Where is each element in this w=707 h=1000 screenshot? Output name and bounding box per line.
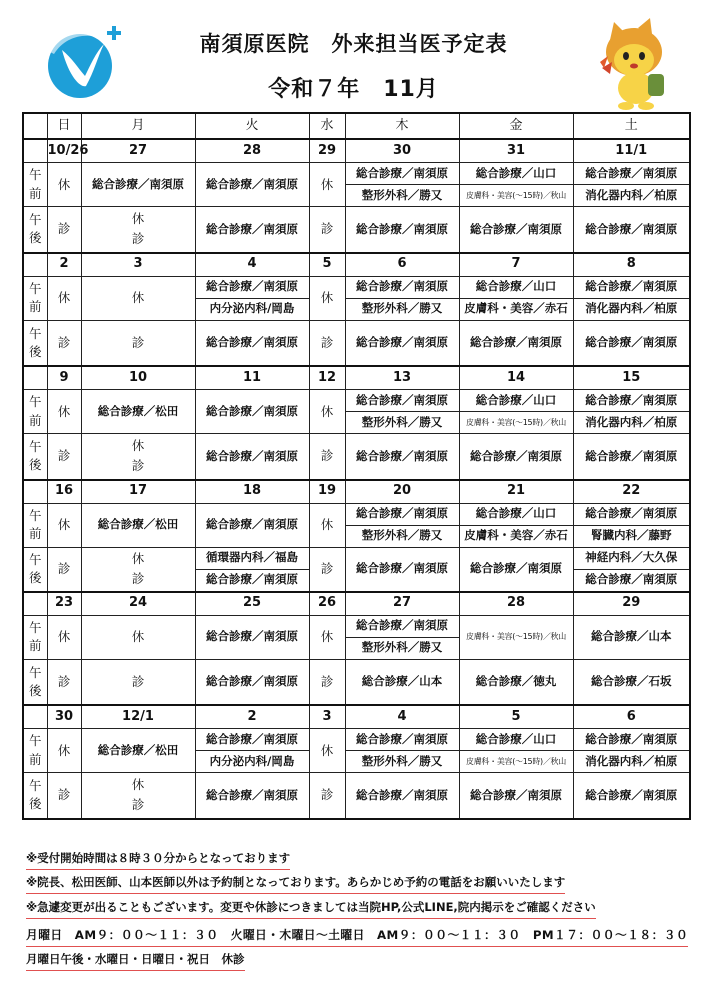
wed-closed: 休 [309,615,345,659]
fri-am-1: 総合診療／山口 [459,503,573,525]
tue-am: 総合診療／南須原 [195,503,309,547]
fri-am: 皮膚科・美容(～15時)／秋山 [459,615,573,659]
tue-pm-2: 総合診療／南須原 [195,569,309,592]
week-4-pm-row-1 [23,547,690,569]
date-cell: 4 [195,253,309,277]
fri-am-2: 皮膚科・美容／赤石 [459,525,573,547]
tue-am: 総合診療／南須原 [195,615,309,659]
date-cell: 17 [81,480,195,504]
sat-am-2: 腎臓内科／藤野 [573,525,690,547]
date-cell: 29 [309,139,345,163]
sun-closed: 休 [47,390,81,434]
week-1-date-row [23,139,690,163]
sat-am-1: 総合診療／南須原 [573,729,690,751]
week-2-pm-row [23,320,690,366]
date-cell: 20 [345,480,459,504]
date-cell: 5 [459,705,573,729]
tue-pm: 総合診療／南須原 [195,207,309,253]
week-4-am-row-1 [23,503,690,525]
sat-am-2: 消化器内科／柏原 [573,185,690,207]
sat-pm-1: 神経内科／大久保 [573,547,690,569]
pm-label: 午 後 [23,659,47,705]
tue-am-1: 総合診療／南須原 [195,276,309,298]
schedule-period: 令和７年 11月 [268,77,439,102]
wed-closed: 休 [309,729,345,773]
date-cell: 2 [47,253,81,277]
schedule-table [22,112,691,820]
thu-am-1: 総合診療／南須原 [345,390,459,412]
sat-am: 総合診療／山本 [573,615,690,659]
tue-am: 総合診療／南須原 [195,163,309,207]
thu-pm: 総合診療／南須原 [345,547,459,592]
tue-pm: 総合診療／南須原 [195,434,309,480]
date-cell: 21 [459,480,573,504]
weekday-header-row [23,113,690,139]
mon-pm-closed: 診 [81,659,195,705]
am-label: 午 前 [23,503,47,547]
corner-cell [23,113,47,139]
mon-pm-closed: 休 診 [81,547,195,592]
date-cell: 18 [195,480,309,504]
week-3-date-row [23,366,690,390]
mon-pm-closed: 診 [81,320,195,366]
mon-am: 総合診療／松田 [81,390,195,434]
tue-pm: 総合診療／南須原 [195,320,309,366]
note-hours: 月曜日 AM９：００～１１：３０ 火曜日・木曜日～土曜日 AM９：００～１１：３０ PM１７：００～１８：３０ [26,926,688,947]
pm-label: 午 後 [23,773,47,819]
tue-am-2: 内分泌内科/岡島 [195,298,309,320]
fri-pm: 総合診療／徳丸 [459,659,573,705]
date-cell: 10/26 [47,139,81,163]
am-label: 午 前 [23,163,47,207]
weekday-mon: 月 [81,113,195,139]
thu-am-2: 整形外科／勝又 [345,637,459,659]
pm-label: 午 後 [23,434,47,480]
mon-am: 総合診療／南須原 [81,163,195,207]
date-cell: 25 [195,592,309,616]
sun-closed: 診 [47,320,81,366]
date-cell: 31 [459,139,573,163]
mon-pm-closed: 休 診 [81,207,195,253]
date-cell: 6 [345,253,459,277]
fri-pm: 総合診療／南須原 [459,547,573,592]
fri-am-2: 皮膚科・美容(～15時)／秋山 [459,412,573,434]
sat-am-1: 総合診療／南須原 [573,390,690,412]
fri-pm: 総合診療／南須原 [459,320,573,366]
week-5-date-row [23,592,690,616]
sat-am-1: 総合診療／南須原 [573,503,690,525]
wed-closed: 診 [309,207,345,253]
wed-closed: 診 [309,773,345,819]
date-cell: 7 [459,253,573,277]
sat-am-2: 消化器内科／柏原 [573,751,690,773]
thu-pm: 総合診療／山本 [345,659,459,705]
thu-pm: 総合診療／南須原 [345,320,459,366]
thu-am-1: 総合診療／南須原 [345,503,459,525]
date-cell: 28 [195,139,309,163]
sun-closed: 休 [47,615,81,659]
date-cell: 3 [81,253,195,277]
am-label: 午 前 [23,729,47,773]
tue-pm-1: 循環器内科／福島 [195,547,309,569]
sat-am-2: 消化器内科／柏原 [573,298,690,320]
thu-am-2: 整形外科／勝又 [345,185,459,207]
mon-am: 総合診療／松田 [81,729,195,773]
pm-label: 午 後 [23,547,47,592]
week-6-pm-row [23,773,690,819]
thu-pm: 総合診療／南須原 [345,434,459,480]
fri-am-2: 皮膚科・美容(～15時)／秋山 [459,751,573,773]
tue-pm: 総合診療／南須原 [195,659,309,705]
date-cell: 14 [459,366,573,390]
wed-closed: 休 [309,503,345,547]
thu-am-1: 総合診療／南須原 [345,163,459,185]
mon-am-closed: 休 [81,615,195,659]
thu-am-2: 整形外科／勝又 [345,525,459,547]
sun-closed: 休 [47,503,81,547]
wed-closed: 休 [309,390,345,434]
date-cell: 8 [573,253,690,277]
sat-am-1: 総合診療／南須原 [573,163,690,185]
pm-label: 午 後 [23,207,47,253]
wed-closed: 診 [309,434,345,480]
sun-closed: 診 [47,659,81,705]
fri-am-1: 総合診療／山口 [459,276,573,298]
note-reception-time: ※受付開始時間は８時３０分からとなっております [26,850,290,870]
date-cell: 30 [345,139,459,163]
fri-am-2: 皮膚科・美容(～15時)／秋山 [459,185,573,207]
date-cell: 12 [309,366,345,390]
fri-pm: 総合診療／南須原 [459,434,573,480]
am-label: 午 前 [23,276,47,320]
week-5-pm-row [23,659,690,705]
date-cell: 28 [459,592,573,616]
week-6-am-row-1 [23,729,690,751]
week-4-date-row [23,480,690,504]
tue-am: 総合診療／南須原 [195,390,309,434]
week-2-am-row-1 [23,276,690,298]
thu-am-2: 整形外科／勝又 [345,412,459,434]
date-cell: 27 [345,592,459,616]
sat-pm: 総合診療／南須原 [573,773,690,819]
wed-closed: 診 [309,659,345,705]
date-cell: 9 [47,366,81,390]
date-cell: 13 [345,366,459,390]
thu-am-2: 整形外科／勝又 [345,298,459,320]
date-cell: 27 [81,139,195,163]
date-cell: 15 [573,366,690,390]
week-2-date-row [23,253,690,277]
week-1-am-row-1 [23,163,690,185]
sun-closed: 休 [47,729,81,773]
weekday-fri: 金 [459,113,573,139]
date-cell: 29 [573,592,690,616]
mon-pm-closed: 休 診 [81,773,195,819]
page-title: 南須原医院 外来担当医予定表 [199,32,508,56]
wed-closed: 休 [309,276,345,320]
wed-closed: 休 [309,163,345,207]
thu-am-2: 整形外科／勝又 [345,751,459,773]
weekday-wed: 水 [309,113,345,139]
week-3-pm-row [23,434,690,480]
date-cell: 11 [195,366,309,390]
week-5-am-row-1 [23,615,690,637]
date-cell: 5 [309,253,345,277]
weekday-thu: 木 [345,113,459,139]
fri-am-2: 皮膚科・美容／赤石 [459,298,573,320]
fri-am-1: 総合診療／山口 [459,390,573,412]
am-label: 午 前 [23,390,47,434]
date-cell: 16 [47,480,81,504]
sat-pm-2: 総合診療／南須原 [573,569,690,592]
thu-pm: 総合診療／南須原 [345,773,459,819]
thu-am-1: 総合診療／南須原 [345,276,459,298]
sat-am-2: 消化器内科／柏原 [573,412,690,434]
sat-pm: 総合診療／石坂 [573,659,690,705]
sat-am-1: 総合診療／南須原 [573,276,690,298]
sun-closed: 休 [47,276,81,320]
sat-pm: 総合診療／南須原 [573,207,690,253]
date-cell: 3 [309,705,345,729]
sun-closed: 診 [47,547,81,592]
date-cell: 19 [309,480,345,504]
wed-closed: 診 [309,320,345,366]
week-1-pm-row [23,207,690,253]
pm-label: 午 後 [23,320,47,366]
sat-pm: 総合診療／南須原 [573,434,690,480]
date-cell: 23 [47,592,81,616]
mon-pm-closed: 休 診 [81,434,195,480]
date-cell: 12/1 [81,705,195,729]
sun-closed: 診 [47,434,81,480]
date-cell: 24 [81,592,195,616]
date-cell: 22 [573,480,690,504]
mon-am: 総合診療／松田 [81,503,195,547]
weekday-tue: 火 [195,113,309,139]
tue-am-2: 内分泌内科/岡島 [195,751,309,773]
mon-am-closed: 休 [81,276,195,320]
thu-am-1: 総合診療／南須原 [345,729,459,751]
note-closed-days: 月曜日午後・水曜日・日曜日・祝日 休診 [26,951,245,971]
sun-closed: 診 [47,207,81,253]
sun-closed: 休 [47,163,81,207]
week-3-am-row-1 [23,390,690,412]
note-reservation: ※院長、松田医師、山本医師以外は予約制となっております。あらかじめ予約の電話をお願いいたします [26,874,565,894]
weekday-sun: 日 [47,113,81,139]
note-changes: ※急遽変更が出ることもございます。変更や休診につきましては当院HP,公式LINE,院内掲示をご確認ください [26,899,596,919]
date-cell: 2 [195,705,309,729]
weekday-sat: 土 [573,113,690,139]
sun-closed: 診 [47,773,81,819]
tue-am-1: 総合診療／南須原 [195,729,309,751]
fri-am-1: 総合診療／山口 [459,729,573,751]
date-cell: 30 [47,705,81,729]
fri-am-1: 総合診療／山口 [459,163,573,185]
tue-pm: 総合診療／南須原 [195,773,309,819]
date-cell: 26 [309,592,345,616]
wed-closed: 診 [309,547,345,592]
date-cell: 4 [345,705,459,729]
am-label: 午 前 [23,615,47,659]
thu-am-1: 総合診療／南須原 [345,615,459,637]
sat-pm: 総合診療／南須原 [573,320,690,366]
date-cell: 11/1 [573,139,690,163]
week-6-date-row [23,705,690,729]
fri-pm: 総合診療／南須原 [459,207,573,253]
date-cell: 6 [573,705,690,729]
date-cell: 10 [81,366,195,390]
thu-pm: 総合診療／南須原 [345,207,459,253]
fri-pm: 総合診療／南須原 [459,773,573,819]
